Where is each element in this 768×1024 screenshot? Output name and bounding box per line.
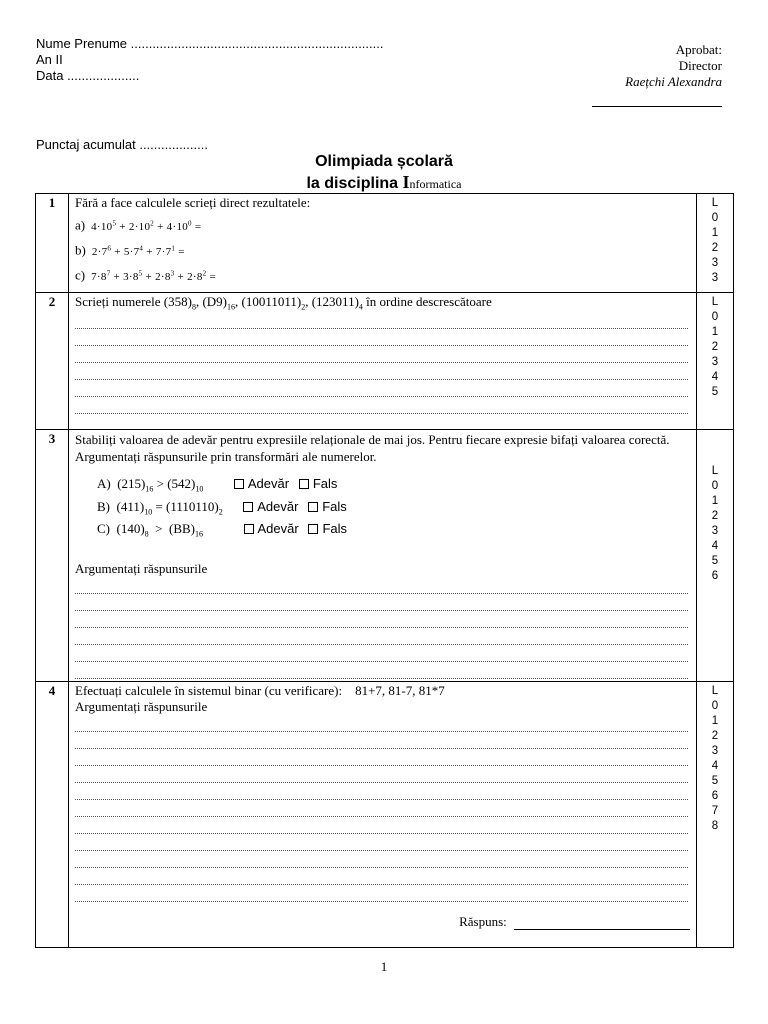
answer-line[interactable] <box>75 645 688 662</box>
title-prefix: la disciplina <box>306 175 403 192</box>
question-row-1 <box>36 194 734 293</box>
question-body <box>69 293 697 430</box>
question-body <box>69 430 697 682</box>
year-field: An II <box>36 52 63 67</box>
question-row-2 <box>36 293 734 430</box>
answer-line[interactable] <box>75 312 688 329</box>
answer-line[interactable] <box>75 594 688 611</box>
item-expression: $4\cdot 10^5 + 2\cdot 10^2 + 4\cdot 10^0$ = <box>91 219 202 233</box>
options-list <box>75 475 690 543</box>
item-c <box>75 261 690 286</box>
name-field: Nume Prenume ...................................................................... <box>36 36 384 51</box>
question-number: 1 <box>36 194 69 293</box>
page-title <box>0 152 768 194</box>
approval-block <box>625 42 722 90</box>
director-name: Raețchi Alexandra <box>625 74 722 89</box>
answer-line[interactable] <box>75 397 688 414</box>
page-number: 1 <box>380 959 388 974</box>
answer-line[interactable] <box>75 732 688 749</box>
item-expression: $2\cdot 7^6 + 5\cdot 7^4 + 7\cdot 7^1$ = <box>91 244 185 258</box>
question-body <box>69 194 697 293</box>
item-b <box>75 236 690 261</box>
director-label: Director <box>678 58 722 73</box>
answer-line[interactable] <box>75 817 688 834</box>
question-number: 2 <box>36 293 69 430</box>
true-checkbox[interactable] <box>243 502 253 512</box>
answer-line[interactable] <box>75 577 688 594</box>
question-prompt: Scrieți numerele $(358)_8$, $(D9)_{16}$, $(10011011)_2$, $(123011)_4$ în ordine descrescătoare <box>75 294 492 312</box>
false-checkbox[interactable] <box>299 479 309 489</box>
points-column: L 0 1 2 3 4 5 6 <box>697 430 734 682</box>
item-label: a) <box>75 217 86 233</box>
points-column: L 0 1 2 3 4 5 <box>697 293 734 430</box>
option-a: A) $(215)_{16} > (542)_{10}$ Adevăr Fals <box>97 476 338 494</box>
title-line-2 <box>0 172 768 194</box>
title-line-1: Olimpiada școlară <box>315 153 453 170</box>
title-rest: nformatica <box>409 177 462 191</box>
answer-line[interactable] <box>75 885 688 902</box>
item-a <box>75 211 690 236</box>
student-info <box>36 36 383 84</box>
answer-line[interactable] <box>75 611 688 628</box>
false-checkbox[interactable] <box>308 524 318 534</box>
answer-line[interactable] <box>75 851 688 868</box>
exam-table <box>35 193 734 948</box>
false-checkbox[interactable] <box>308 502 318 512</box>
points-column: L 0 1 2 3 4 5 6 7 8 <box>697 682 734 948</box>
answer-line[interactable] <box>75 329 688 346</box>
question-prompt: Stabiliți valoarea de adevăr pentru expresiile relaționale de mai jos. Pentru fiecare expresie bifați valoarea corectă. Argumentați răspunsurile prin transformări ale numerelor. <box>75 432 670 464</box>
answer-line[interactable] <box>75 628 688 645</box>
item-label: c) <box>75 267 86 283</box>
question-body <box>69 682 697 948</box>
answer-line[interactable] <box>75 662 688 679</box>
score-field: Punctaj acumulat ................... <box>36 137 208 152</box>
argue-label: Argumentați răspunsurile <box>75 560 208 576</box>
answer-line[interactable] <box>75 783 688 800</box>
question-number: 3 <box>36 430 69 682</box>
answer-line[interactable] <box>75 766 688 783</box>
option-c: C) $(140)_8 > (BB)_{16}$ Adevăr Fals <box>97 521 348 539</box>
answer-row <box>75 914 690 930</box>
question-prompt: Fără a face calculele scrieți direct rezultatele: <box>75 195 311 210</box>
item-label: b) <box>75 242 86 258</box>
question-prompt: Efectuați calculele în sistemul binar (cu verificare): 81+7, 81-7, 81*7 <box>75 683 445 698</box>
item-expression: $7\cdot 8^7 + 3\cdot 8^5 + 2\cdot 8^3 + 2\cdot 8^2$ = <box>91 269 217 283</box>
signature-line <box>592 106 722 107</box>
date-field: Data .................... <box>36 68 140 83</box>
points-column: L 0 1 2 3 3 <box>697 194 734 293</box>
answer-line[interactable] <box>75 834 688 851</box>
question-number: 4 <box>36 682 69 948</box>
answer-line[interactable] <box>75 363 688 380</box>
title-initial: I <box>402 172 410 192</box>
answer-line[interactable] <box>75 715 688 732</box>
option-b: B) $(411)_{10} = (1110110)_2$ Adevăr Fals <box>97 498 347 517</box>
answer-line[interactable] <box>75 800 688 817</box>
question-row-3 <box>36 430 734 682</box>
answer-label: Răspuns: <box>459 914 507 929</box>
answer-line[interactable] <box>75 346 688 363</box>
true-checkbox[interactable] <box>244 524 254 534</box>
true-checkbox[interactable] <box>234 479 244 489</box>
answer-line[interactable] <box>75 380 688 397</box>
question-row-4 <box>36 682 734 948</box>
answer-line[interactable] <box>75 868 688 885</box>
answer-field[interactable] <box>514 917 690 930</box>
answer-line[interactable] <box>75 749 688 766</box>
argue-label: Argumentați răspunsurile <box>75 699 208 714</box>
approved-label: Aprobat: <box>675 42 722 57</box>
